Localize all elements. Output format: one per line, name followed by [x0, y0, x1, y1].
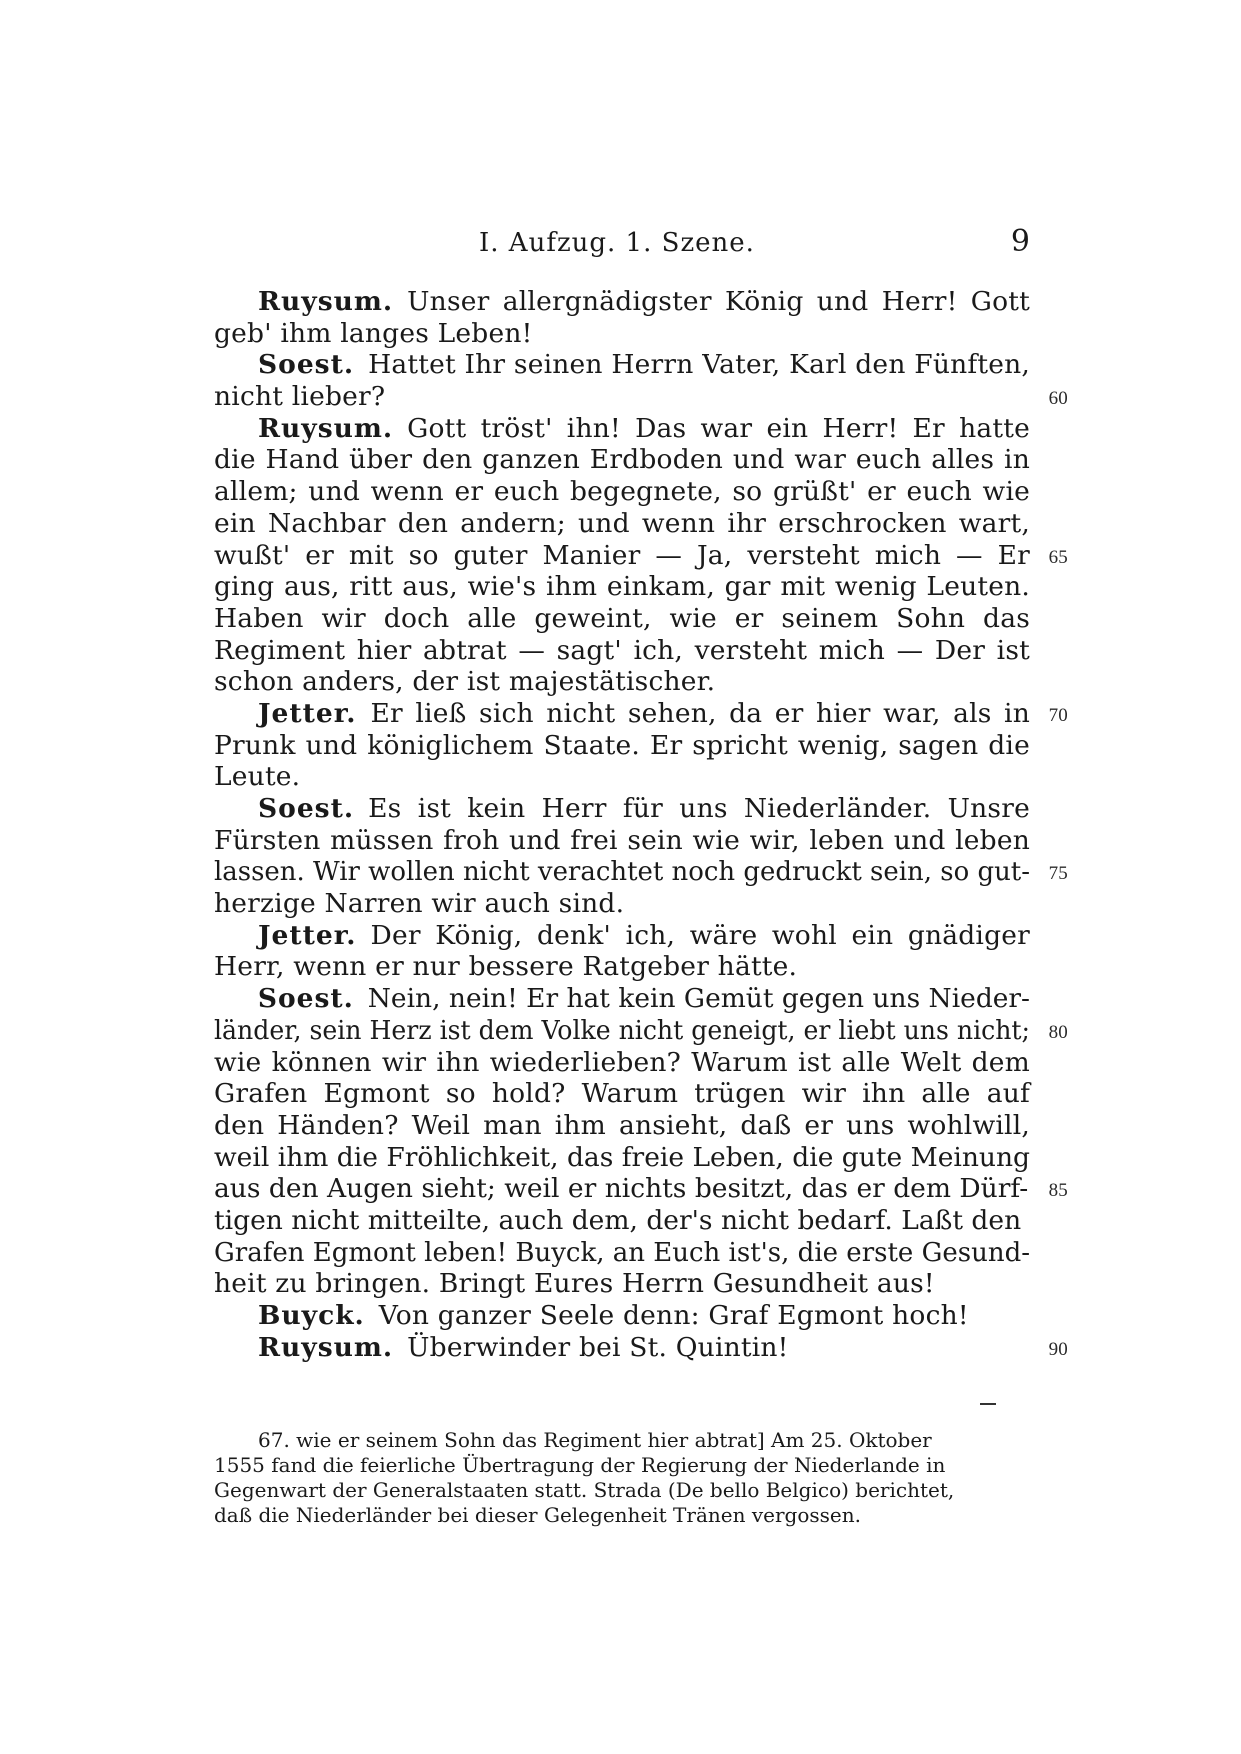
text-line	[214, 856, 1068, 888]
footnote	[214, 1428, 1004, 1528]
speaker-name: Jetter.	[258, 919, 357, 951]
line-text: aus den Augen sieht; weil er nichts besitzt, das er dem Dürf-	[214, 1173, 1029, 1205]
line-content	[214, 1110, 1030, 1142]
line-text: Unser allergnädigster König und Herr! Gott	[407, 286, 1030, 317]
line-text: wie können wir ihn wiederlieben? Warum ist alle Welt dem	[214, 1046, 1030, 1078]
line-text: allem; und wenn er euch begegnete, so grüßt' er euch wie	[214, 476, 1030, 508]
speaker-name: Ruysum.	[258, 1331, 394, 1363]
line-content	[214, 571, 1030, 603]
line-content	[214, 1078, 1030, 1110]
text-line	[214, 635, 1030, 667]
line-text: schon anders, der ist majestätischer.	[214, 666, 716, 698]
line-content	[214, 951, 797, 983]
line-content	[214, 761, 300, 793]
footnote-line: daß die Niederländer bei dieser Gelegenheit Tränen vergossen.	[214, 1503, 861, 1527]
text-line	[214, 666, 1030, 698]
line-text: Er ließ sich nicht sehen, da er hier war, als in	[370, 697, 1030, 729]
line-content	[214, 1047, 1030, 1079]
line-content	[214, 635, 1030, 667]
footnote-line: 67. wie er seinem Sohn das Regiment hier abtrat] Am 25. Oktober	[258, 1428, 932, 1452]
line-content	[214, 1205, 1021, 1237]
line-content	[214, 1332, 789, 1364]
text-line	[214, 888, 1030, 920]
page-number: 9	[1010, 224, 1030, 259]
text-line	[214, 825, 1030, 857]
text-line	[214, 983, 1030, 1015]
line-number: 70	[1048, 704, 1068, 726]
line-number: 80	[1048, 1021, 1068, 1043]
text-line	[214, 286, 1030, 318]
text-line	[214, 539, 1068, 572]
line-content	[214, 349, 1030, 381]
text-line	[214, 508, 1030, 540]
line-text: herzige Narren wir auch sind.	[214, 888, 625, 920]
line-text: wußt' er mit so guter Manier — Ja, versteht mich — Er	[214, 539, 1030, 571]
text-line	[214, 413, 1030, 445]
text-line	[214, 1047, 1030, 1079]
line-content	[214, 793, 1030, 825]
line-content	[214, 920, 1030, 952]
line-text: Leute.	[214, 761, 301, 793]
text-line	[214, 1142, 1030, 1174]
speaker-name: Soest.	[258, 793, 355, 824]
text-line	[214, 318, 1030, 350]
line-text: tigen nicht mitteilte, auch dem, der's nicht bedarf. Laßt den	[214, 1204, 1022, 1236]
footnote-divider	[980, 1403, 996, 1405]
text-line	[214, 730, 1030, 762]
line-content	[214, 318, 532, 350]
line-content	[214, 540, 1030, 572]
line-text: länder, sein Herz ist dem Volke nicht geneigt, er liebt uns nicht;	[214, 1014, 1030, 1046]
text-line	[214, 603, 1030, 635]
speaker-name: Jetter.	[258, 697, 357, 729]
line-content	[214, 698, 1030, 730]
text-line	[214, 697, 1068, 730]
text-line	[214, 381, 1068, 413]
text-line	[214, 571, 1030, 603]
text-line	[214, 761, 1030, 793]
line-content	[214, 825, 1030, 857]
line-content	[214, 413, 1030, 445]
line-number: 60	[1048, 388, 1068, 410]
line-text: weil ihm die Fröhlichkeit, das freie Leben, die gute Meinung	[214, 1141, 1030, 1173]
text-line	[214, 1014, 1068, 1047]
speaker-name: Ruysum.	[258, 412, 394, 444]
footnote-line: Gegenwart der Generalstaaten statt. Strada (De bello Belgico) berichtet,	[214, 1478, 955, 1502]
line-content	[214, 888, 624, 920]
line-text: heit zu bringen. Bringt Eures Herrn Gesundheit aus!	[214, 1268, 935, 1300]
text-line	[214, 1237, 1030, 1269]
line-content	[214, 444, 1030, 476]
speaker-name: Soest.	[258, 349, 355, 381]
line-content	[214, 666, 715, 698]
line-text: lassen. Wir wollen nicht verachtet noch gedruckt sein, so gut-	[214, 856, 1030, 888]
line-content	[214, 1142, 1030, 1174]
text-line	[214, 793, 1030, 825]
line-text: die Hand über den ganzen Erdboden und war euch alles in	[214, 444, 1030, 476]
text-line	[214, 444, 1030, 476]
line-number: 75	[1048, 863, 1068, 885]
line-text: Von ganzer Seele denn: Graf Egmont hoch!	[378, 1300, 969, 1331]
line-text: den Händen? Weil man ihm ansieht, daß er uns wohlwill,	[214, 1109, 1030, 1141]
text-line	[214, 1268, 1030, 1300]
line-content	[214, 286, 1030, 318]
line-text: ein Nachbar den andern; und wenn ihr erschrocken wart,	[214, 507, 1030, 539]
line-content	[214, 1300, 969, 1332]
line-text: Grafen Egmont so hold? Warum trügen wir ihn alle auf	[214, 1078, 1030, 1110]
line-text: Haben wir doch alle geweint, wie er seinem Sohn das	[214, 602, 1030, 634]
line-content	[214, 508, 1030, 540]
line-content	[214, 1015, 1030, 1047]
speaker-name: Soest.	[257, 983, 354, 1015]
line-text: Regiment hier abtrat — sagt' ich, versteht mich — Der ist	[214, 634, 1030, 666]
line-text: Nein, nein! Er hat kein Gemüt gegen uns Nieder-	[367, 983, 1030, 1015]
line-text: nicht lieber?	[214, 381, 386, 413]
line-content	[214, 1237, 1030, 1269]
line-text: Hattet Ihr seinen Herrn Vater, Karl den Fünften,	[368, 349, 1030, 381]
line-number: 90	[1048, 1338, 1068, 1360]
line-text: Überwinder bei St. Quintin!	[407, 1331, 789, 1363]
text-line	[214, 1205, 1030, 1237]
line-text: Prunk und königlichem Staate. Er spricht wenig, sagen die	[214, 729, 1030, 761]
line-content	[214, 856, 1030, 888]
text-line	[214, 349, 1030, 381]
line-text: Fürsten müssen froh und frei sein wie wir, leben und leben	[214, 824, 1030, 856]
line-text: Der König, denk' ich, wäre wohl ein gnädiger	[370, 919, 1030, 951]
footnote-line: 1555 fand die feierliche Übertragung der Regierung der Niederlande in	[214, 1453, 946, 1477]
text-line	[214, 1331, 1068, 1364]
line-text: geb' ihm langes Leben!	[214, 317, 533, 349]
text-line	[214, 1173, 1068, 1205]
line-content	[214, 603, 1030, 635]
speaker-name: Buyck.	[258, 1300, 365, 1331]
text-line	[214, 476, 1030, 508]
line-text: Es ist kein Herr für uns Niederländer. Unsre	[368, 793, 1030, 824]
line-content	[214, 1173, 1028, 1205]
line-content	[214, 1268, 935, 1300]
speaker-name: Ruysum.	[258, 286, 394, 317]
line-text: ging aus, ritt aus, wie's ihm einkam, gar mit wenig Leuten.	[214, 571, 1030, 603]
line-text: Grafen Egmont leben! Buyck, an Euch ist's, die erste Gesund-	[214, 1236, 1030, 1268]
line-content	[214, 983, 1030, 1015]
text-line	[214, 1110, 1030, 1142]
line-content	[214, 381, 385, 413]
line-number: 85	[1048, 1180, 1068, 1202]
line-content	[214, 476, 1030, 508]
text-line	[214, 951, 1030, 983]
page-header	[214, 224, 1030, 268]
text-line	[214, 1300, 1030, 1332]
text-line	[214, 1078, 1030, 1110]
dialogue-body	[214, 286, 1068, 1363]
running-title: I. Aufzug. 1. Szene.	[479, 228, 755, 258]
text-line	[214, 920, 1030, 952]
line-content	[214, 730, 1030, 762]
line-number: 65	[1048, 546, 1068, 568]
line-text: Herr, wenn er nur bessere Ratgeber hätte.	[214, 951, 798, 983]
line-text: Gott tröst' ihn! Das war ein Herr! Er hatte	[407, 412, 1030, 444]
